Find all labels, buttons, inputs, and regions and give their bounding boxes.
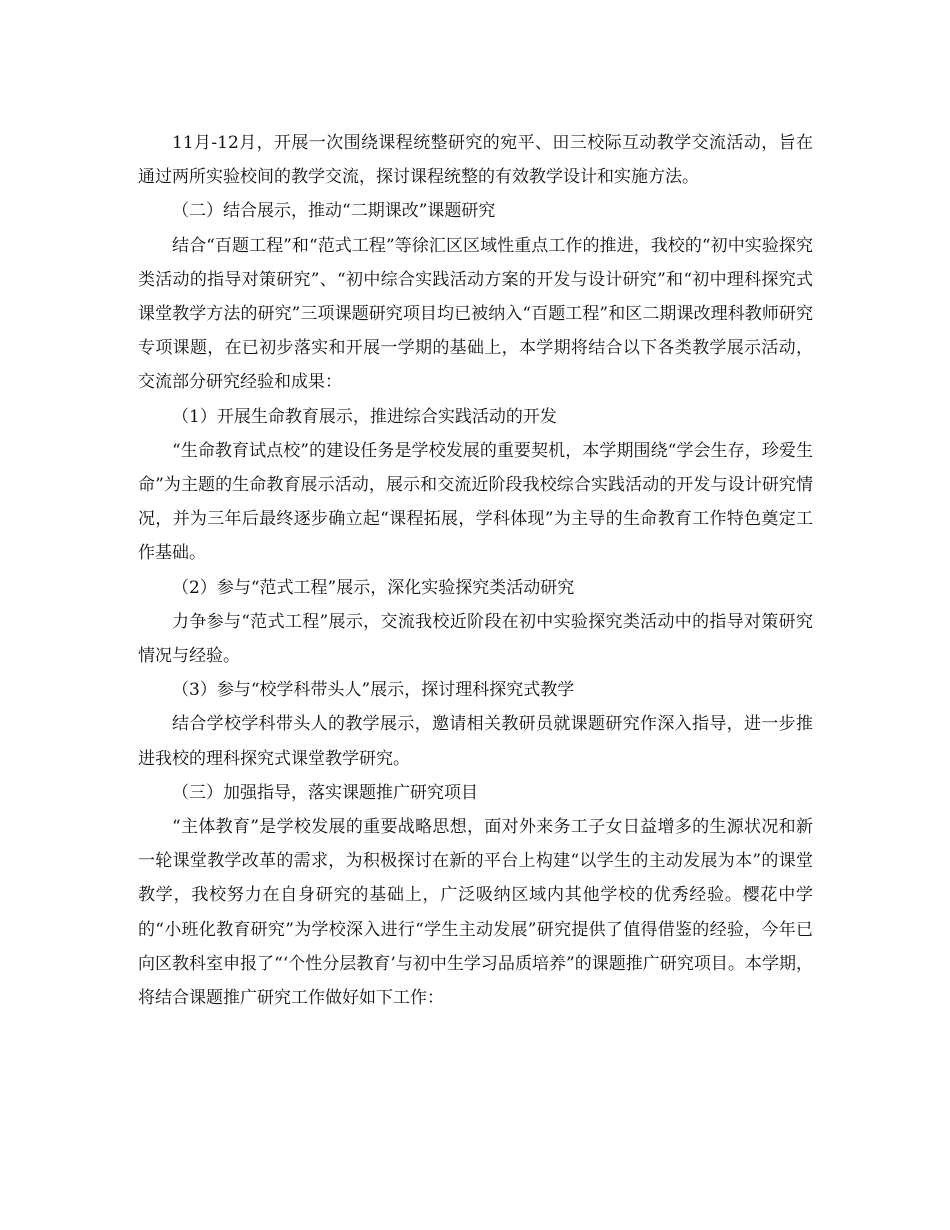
document-body: [138, 126, 813, 1015]
subheading-3: （3）参与“校学科带头人”展示，探讨理科探究式教学: [172, 680, 575, 701]
paragraph-subsection-3: 结合学校学科带头人的教学展示，邀请相关教研员就课题研究作深入指导，进一步推进我校的理科探究式课堂教学研究。: [138, 714, 813, 769]
subheading-2: （2）参与“范式工程”展示，深化实验探究类活动研究: [172, 577, 575, 598]
paragraph-section-2: 结合“百题工程”和“范式工程”等徐汇区区域性重点工作的推进，我校的“初中实验探究类活动的指导对策研究”、“初中综合实践活动方案的开发与设计研究”和“初中理科探究式课堂教学方法的研究”三项课题研究项目均已被纳入“百题工程”和区二期课改理科教师研究专项课题，在已初步落实和开展一学期的基础上，本学期将结合以下各类教学展示活动，交流部分研究经验和成果：: [138, 235, 813, 393]
paragraph-intro: 11月-12月，开展一次围绕课程统整研究的宛平、田三校际互动教学交流活动，旨在通过两所实验校间的教学交流，探讨课程统整的有效教学设计和实施方法。: [138, 133, 813, 188]
section-heading-2: （二）结合展示，推动“二期课改”课题研究: [172, 201, 496, 222]
subheading-1: （1）开展生命教育展示，推进综合实践活动的开发: [172, 406, 557, 427]
paragraph-subsection-2: 力争参与“范式工程”展示，交流我校近阶段在初中实验探究类活动中的指导对策研究情况与经验。: [138, 611, 813, 667]
paragraph-section-3: “主体教育”是学校发展的重要战略思想，面对外来务工子女日益增多的生源状况和新一轮课堂教学改革的需求，为积极探讨在新的平台上构建“以学生的主动发展为本”的课堂教学，我校努力在自身研究的基础上，广泛吸纳区域内其他学校的优秀经验。樱花中学的“小班化教育研究”为学校深入进行“学生主动发展”研究提供了值得借鉴的经验，今年已向区教科室申报了“‘个性分层教育’与初中生学习品质培养”的课题推广研究项目。本学期，将结合课题推广研究工作做好如下工作：: [138, 817, 813, 1009]
paragraph-subsection-1: “生命教育试点校”的建设任务是学校发展的重要契机，本学期围绕“学会生存，珍爱生命”为主题的生命教育展示活动，展示和交流近阶段我校综合实践活动的开发与设计研究情况，并为三年后最终逐步确立起“课程拓展，学科体现”为主导的生命教育工作特色奠定工作基础。: [138, 440, 813, 564]
section-heading-3: （三）加强指导，落实课题推广研究项目: [172, 782, 478, 803]
